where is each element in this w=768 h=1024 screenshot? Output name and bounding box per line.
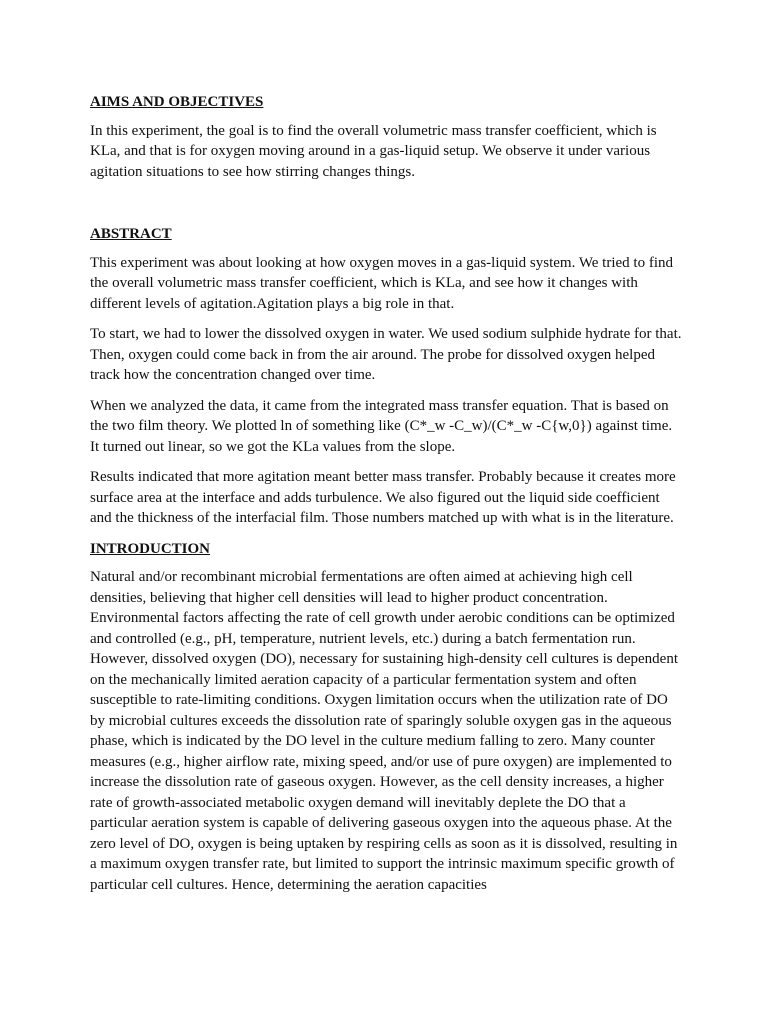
abstract-paragraph: When we analyzed the data, it came from the integrated mass transfer equation. That is based on the two film theory. We plotted ln of something like (C*_w -C_w)/(C*_w -C{w,0}) against time. It turned out linear, so we got the KLa values from the slope.	[90, 397, 673, 455]
introduction-heading: INTRODUCTION	[90, 540, 211, 557]
abstract-heading: ABSTRACT	[90, 226, 172, 242]
introduction-paragraph: Natural and/or recombinant microbial fermentations are often aimed at achieving high cell densities, believing that higher cell densities will lead to higher product concentration. Environmental factors affecting the rate of cell growth under aerobic conditions can be optimized and controlled (e.g., pH, temperature, nutrient levels, etc.) during a batch fermentation run. However, dissolved oxygen (DO), necessary for sustaining high-density cell cultures is dependent on the mechanically limited aeration capacity of a particular fermentation system and often susceptible to rate-limiting conditions. Oxygen limitation occurs when the utilization rate of DO by microbial cultures exceeds the dissolution rate of sparingly soluble oxygen gas in the aqueous phase, which is indicated by the DO level in the culture medium falling to zero. Many counter measures (e.g., higher airflow rate, mixing speed, and/or use of pure oxygen) are implemented to increase the dissolution rate of gaseous oxygen. However, as the cell density increases, a higher rate of growth-associated metabolic oxygen demand will inevitably deplete the DO that a particular aeration system is capable of delivering gaseous oxygen into the aqueous phase. At the zero level of DO, oxygen is being uptaken by respiring cells as soon as it is dissolved, resulting in a maximum oxygen transfer rate, but limited to support the intrinsic maximum specific growth of particular cell cultures. Hence, determining the aeration capacities	[90, 569, 679, 893]
aims-heading: AIMS AND OBJECTIVES	[90, 94, 264, 110]
aims-paragraph: In this experiment, the goal is to find the overall volumetric mass transfer coefficient, which is KLa, and that is for oxygen moving around in a gas-liquid setup. We observe it under various agitation situations to see how stirring changes things.	[90, 122, 657, 180]
document-page	[90, 92, 682, 895]
abstract-paragraph: To start, we had to lower the dissolved oxygen in water. We used sodium sulphide hydrate for that. Then, oxygen could come back in from the air around. The probe for dissolved oxygen helped track how the concentration changed over time.	[90, 326, 682, 383]
abstract-paragraph: Results indicated that more agitation meant better mass transfer. Probably because it creates more surface area at the interface and adds turbulence. We also figured out the liquid side coefficient and the thickness of the interfacial film. Those numbers matched up with what is in the literature.	[90, 469, 676, 526]
abstract-paragraph: This experiment was about looking at how oxygen moves in a gas-liquid system. We tried to find the overall volumetric mass transfer coefficient, which is KLa, and see how it changes with different levels of agitation.Agitation plays a big role in that.	[90, 254, 674, 312]
section-spacer	[90, 192, 682, 224]
